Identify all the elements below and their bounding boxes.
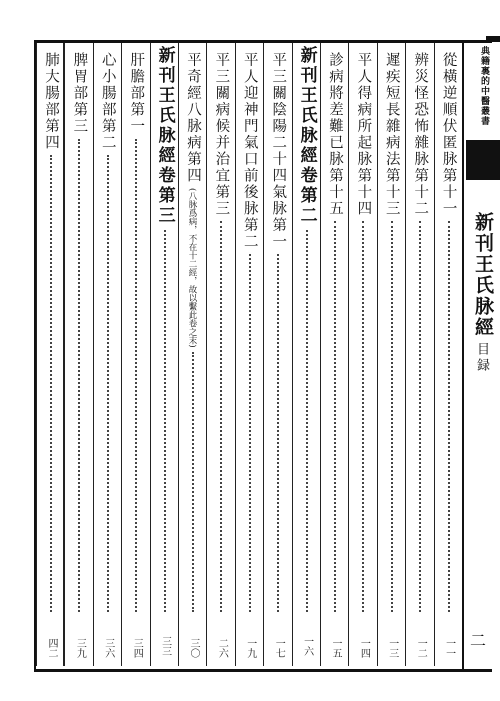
column-rule — [178, 43, 179, 666]
frame-right-rule — [462, 40, 464, 669]
column-rule — [150, 43, 151, 666]
column-rule — [434, 43, 435, 666]
toc-entry-title: 平人迎神門氣口前後脉第二 — [241, 52, 258, 250]
toc-entry-title: 遲疾短長雜病法第十三 — [383, 52, 400, 217]
column-rule — [377, 43, 378, 666]
toc-entry-note: (八脉爲病，不在十二經，故以繫此卷之末) — [187, 188, 197, 348]
toc-volume-heading — [295, 46, 319, 656]
toc-volume-heading — [153, 46, 177, 656]
toc-entry-title: 肝膽部第一 — [128, 52, 145, 135]
toc-entry-title: 平奇經八脉病第四 — [185, 52, 201, 184]
leader-dots — [107, 155, 109, 612]
leader-dots — [391, 221, 393, 612]
leader-dots — [334, 221, 336, 612]
toc-entry — [67, 52, 91, 662]
leader-dots — [306, 230, 308, 612]
toc-page-number: 三三 — [159, 636, 171, 656]
toc-entry — [181, 52, 205, 662]
leader-dots — [419, 221, 421, 612]
toc-page-number: 四二 — [46, 638, 57, 658]
leader-dots — [362, 221, 364, 612]
toc-page-number: 一九 — [244, 638, 256, 658]
toc-page-number: 一三 — [386, 638, 398, 658]
toc-page-number: 一六 — [301, 636, 313, 656]
toc-entry-title: 平三關病候并治宜第三 — [213, 52, 230, 217]
leader-dots — [50, 155, 52, 612]
leader-dots — [135, 139, 137, 613]
toc-entry-title: 新刊王氏脉經卷第二 — [296, 46, 317, 226]
leader-dots — [220, 221, 222, 612]
book-title: 新刊王氏脉經 — [472, 212, 494, 338]
running-head: 典籍裏的中醫叢書 — [479, 46, 489, 126]
toc-entry — [238, 52, 262, 662]
column-rule — [206, 43, 207, 666]
leader-dots — [78, 139, 80, 613]
column-rule — [64, 43, 65, 666]
column-rule — [36, 43, 37, 666]
toc-entry-title: 心小腸部第二 — [99, 52, 116, 151]
toc-entry — [351, 52, 375, 662]
toc-entry — [323, 52, 347, 662]
toc-entry-title: 新刊王氏脉經卷第三 — [154, 46, 175, 226]
toc-page-number: 一五 — [330, 638, 341, 658]
column-rule — [405, 43, 406, 666]
leader-dots — [164, 230, 166, 612]
column-rule — [263, 43, 264, 666]
toc-page-number: 三六 — [102, 638, 114, 658]
column-rule — [63, 43, 64, 666]
leader-dots — [249, 254, 251, 612]
toc-page-number: 一七 — [273, 638, 285, 658]
leader-dots — [448, 221, 450, 612]
toc-entry-title: 診病將差難已脉第十五 — [327, 52, 343, 217]
column-rule — [121, 43, 122, 666]
toc-entry-title: 肺大腸部第四 — [43, 52, 59, 151]
section-label: 目録 — [474, 342, 489, 374]
toc-entry — [437, 52, 461, 662]
column-rule — [348, 43, 349, 666]
toc-page-number: 三〇 — [188, 638, 199, 658]
column-rule — [93, 43, 94, 666]
toc-entry — [266, 52, 290, 662]
leader-dots — [277, 254, 279, 612]
toc-entry-title: 平三關陰陽二十四氣脉第一 — [270, 52, 287, 250]
toc-page-number: 三四 — [131, 638, 143, 658]
toc-entry-title: 辨災怪恐怖雜脉第十二 — [412, 52, 429, 217]
toc-entry — [209, 52, 233, 662]
column-rule — [292, 43, 293, 666]
toc-entry — [408, 52, 432, 662]
toc-page-number: 二六 — [216, 638, 228, 658]
fishtail-mark — [466, 140, 500, 180]
toc-entry-title: 脾胃部第三 — [71, 52, 88, 135]
column-rule — [320, 43, 321, 666]
toc-entry — [39, 52, 63, 662]
toc-entry-title: 從橫逆順伏匿脉第十一 — [440, 52, 457, 217]
column-rule — [235, 43, 236, 666]
toc-entry — [96, 52, 120, 662]
toc-page-number: 三九 — [74, 638, 86, 658]
toc-entry-title: 平人得病所起脉第十四 — [355, 52, 372, 217]
toc-entry — [124, 52, 148, 662]
toc-page-number: 一二 — [415, 638, 427, 658]
toc-entry — [380, 52, 404, 662]
toc-page-number: 一四 — [358, 638, 370, 658]
toc-page-number: 一一 — [443, 638, 455, 658]
leader-dots — [192, 352, 194, 612]
page-number: 二 — [470, 631, 487, 650]
